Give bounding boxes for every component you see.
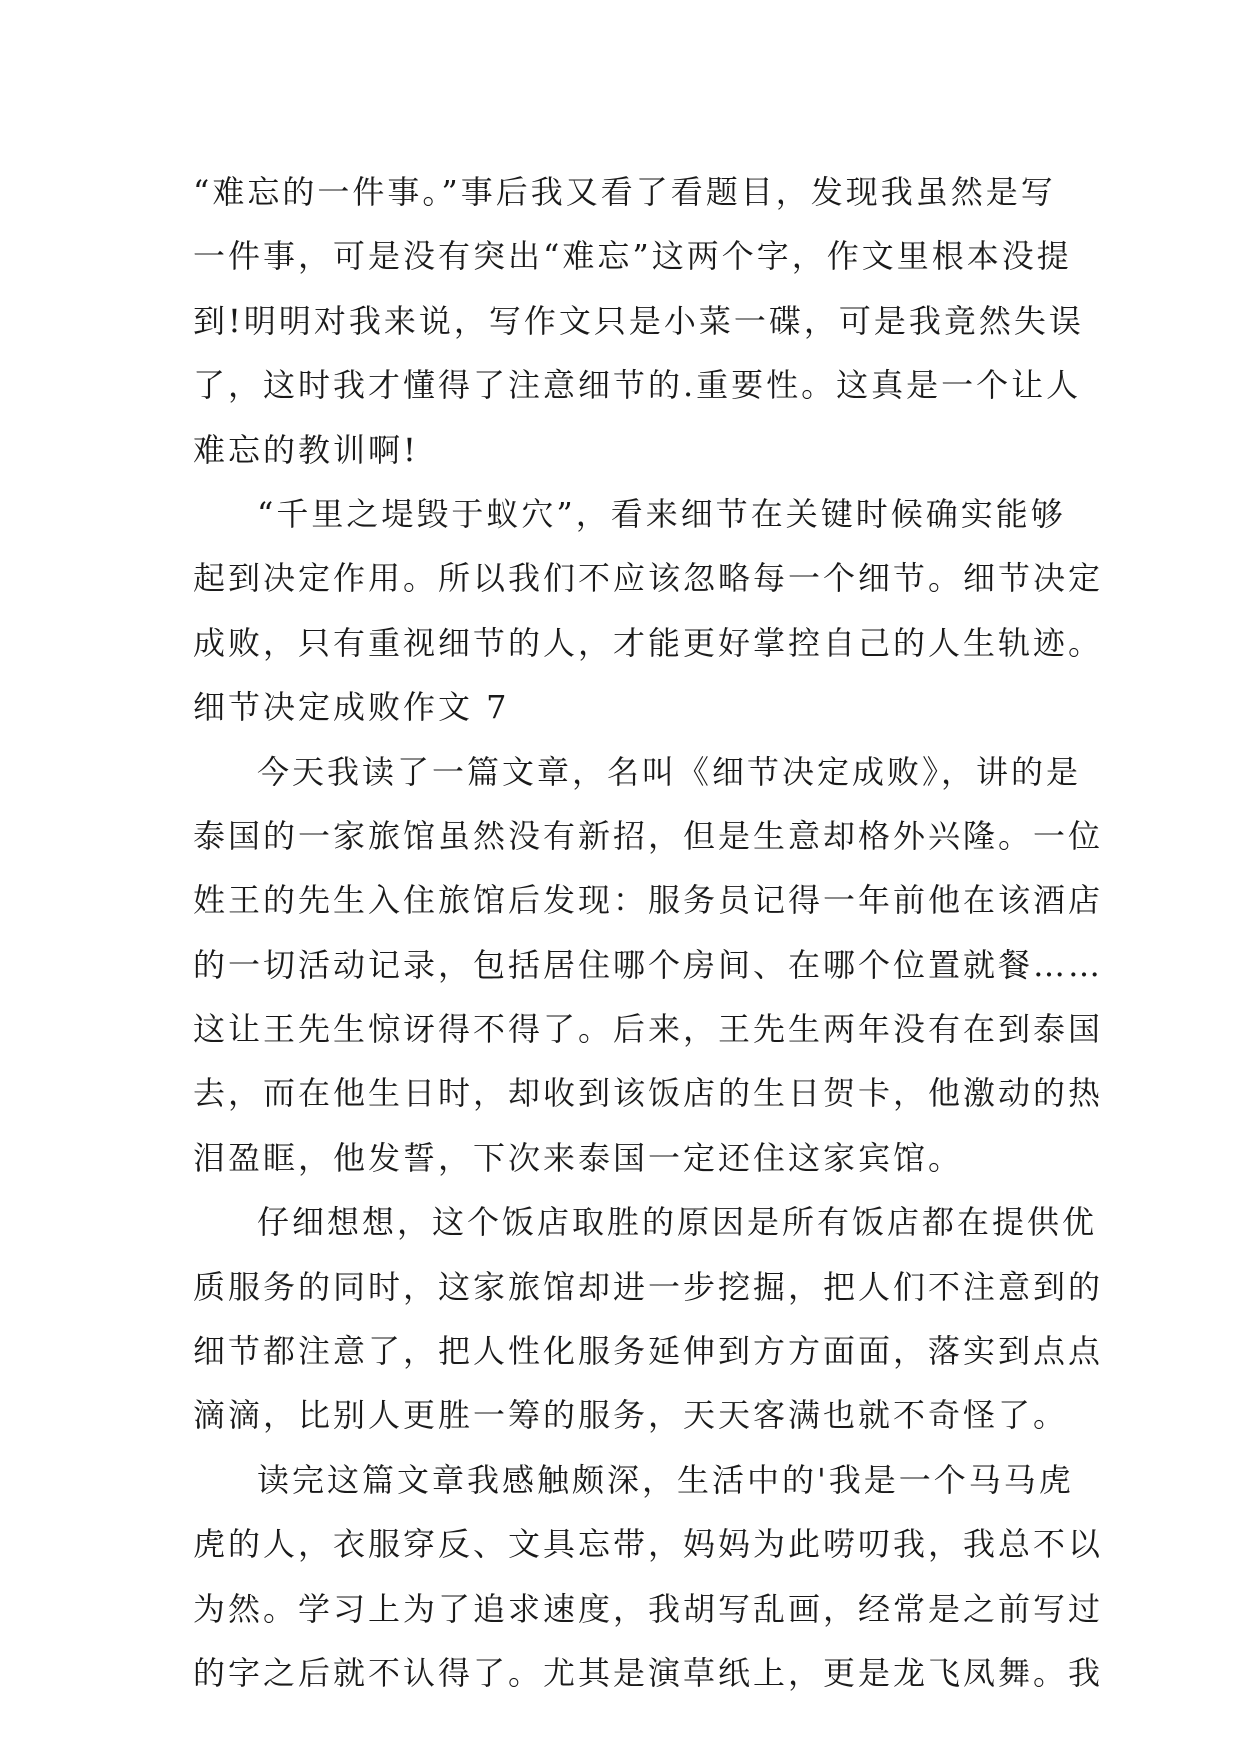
paragraph-first-line: 仔细想想，这个饭店取胜的原因是所有饭店都在提供优	[257, 1203, 1098, 1242]
text-line: 的一切活动记录，包括居住哪个房间、在哪个位置就餐……	[193, 945, 1104, 984]
text-line: 去，而在他生日时，却收到该饭店的生日贺卡，他激动的热	[193, 1074, 1104, 1113]
paragraph-first-line: 今天我读了一篇文章，名叫《细节决定成败》，讲的是	[257, 752, 1082, 791]
text-line: 泪盈眶，他发誓，下次来泰国一定还住这家宾馆。	[193, 1138, 964, 1177]
text-line: 滴滴，比别人更胜一筹的服务，天天客满也就不奇怪了。	[193, 1396, 1069, 1435]
document-body	[193, 160, 1104, 1705]
text-line: 细节决定成败作文 7	[193, 688, 510, 727]
text-line: 了，这时我才懂得了注意细节的.重要性。这真是一个让人	[193, 366, 1082, 405]
text-line: 为然。学习上为了追求速度，我胡写乱画，经常是之前写过	[193, 1589, 1104, 1628]
text-line: 细节都注意了，把人性化服务延伸到方方面面，落实到点点	[193, 1332, 1104, 1371]
text-line: 姓王的先生入住旅馆后发现：服务员记得一年前他在该酒店	[193, 881, 1104, 920]
text-line: 虎的人，衣服穿反、文具忘带，妈妈为此唠叨我，我总不以	[193, 1525, 1104, 1564]
text-line: “难忘的一件事。”事后我又看了看题目，发现我虽然是写	[193, 173, 1056, 211]
paragraph-first-line: “千里之堤毁于蚁穴”，看来细节在关键时候确实能够	[257, 494, 1066, 533]
text-line: 成败，只有重视细节的人，才能更好掌控自己的人生轨迹。	[193, 623, 1104, 662]
text-line: 一件事，可是没有突出“难忘”这两个字，作文里根本没提	[193, 237, 1072, 276]
paragraph-first-line: 读完这篇文章我感触颇深，生活中的'我是一个马马虎	[257, 1460, 1074, 1499]
text-line: 泰国的一家旅馆虽然没有新招，但是生意却格外兴隆。一位	[193, 816, 1104, 855]
text-line: 的字之后就不认得了。尤其是演草纸上，更是龙飞凤舞。我	[193, 1653, 1104, 1692]
text-line: 起到决定作用。所以我们不应该忽略每一个细节。细节决定	[193, 559, 1104, 598]
text-line: 到!明明对我来说，写作文只是小菜一碟，可是我竟然失误	[193, 301, 1084, 340]
text-line: 这让王先生惊讶得不得了。后来，王先生两年没有在到泰国	[193, 1010, 1104, 1049]
text-line: 难忘的教训啊!	[193, 430, 419, 469]
text-line: 质服务的同时，这家旅馆却进一步挖掘，把人们不注意到的	[193, 1267, 1104, 1306]
